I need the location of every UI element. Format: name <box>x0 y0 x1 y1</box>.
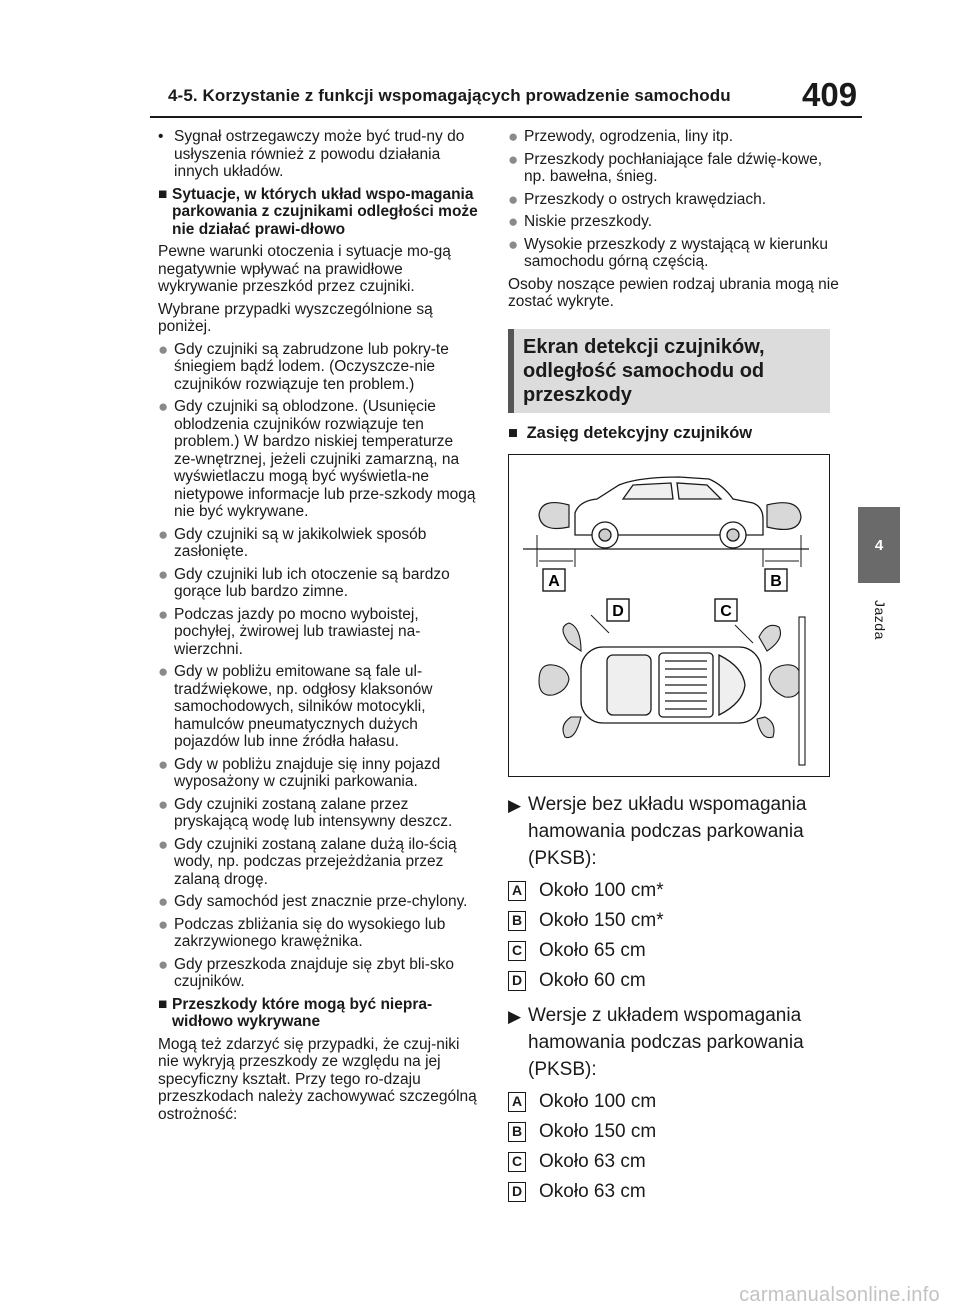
dimension-line-d <box>591 615 609 633</box>
header-rule <box>150 116 862 118</box>
distance-key: C <box>508 1152 526 1172</box>
circle-bullet-icon: ● <box>158 604 169 624</box>
distance-key: D <box>508 1182 526 1202</box>
list-item: ● Wysokie przeszkody z wystającą w kierunku samochodu górną częścią. <box>508 234 828 270</box>
circle-bullet-icon: ● <box>158 754 169 774</box>
distance-row: D Około 63 cm <box>508 1177 840 1207</box>
list-item: ● Przeszkody pochłaniające fale dźwię-kowe, np. bawełna, śnieg. <box>508 149 823 185</box>
rear-sensor-field <box>539 503 569 529</box>
label-b: B <box>770 573 782 590</box>
list-item: ● Podczas zbliżania się do wysokiego lub zakrzywionego krawężnika. <box>158 914 446 950</box>
list-item: ● Gdy czujniki są oblodzone. (Usunięcie oblodzenia czujników rozwiązuje ten problem.) W bardzo niskiej temperaturze ze-wnętrznej, jeżeli czujniki zamarzną, na wyświetlaczu mogą być wyświetla-ne nietypowe informacje lub prze-szkody mogą nie być wykrywane. <box>158 397 476 520</box>
list-item: ● Gdy czujniki lub ich otoczenie są bardzo gorące lub bardzo zimne. <box>158 564 450 600</box>
circle-bullet-icon: ● <box>158 397 169 416</box>
circle-bullet-icon: ● <box>508 234 519 254</box>
heading-misdetected-obstacles: ■ Przeszkody które mogą być niepra-widłowo wykrywane <box>158 995 433 1030</box>
distance-key: A <box>508 1092 526 1112</box>
triangle-arrow-icon: ▶ <box>508 1007 522 1026</box>
sensor-field-rear-corner-top <box>563 623 581 651</box>
distance-key: D <box>508 971 526 991</box>
list-item: ● Przeszkody o ostrych krawędziach. <box>508 189 767 209</box>
page-number: 409 <box>802 76 858 113</box>
list-item: ● Gdy czujniki są zabrudzone lub pokry-te śniegiem bądź lodem. (Oczyszcze-nie czujników rozwiązuje ten problem.) <box>158 339 449 393</box>
circle-bullet-icon: ● <box>158 892 169 911</box>
diagram-svg <box>509 455 831 778</box>
paragraph: Mogą też zdarzyć się przypadki, że czuj-niki nie wykryją przeszkody ze względu na jej specyficzny kształt. Przy tego ro-dzaju przeszkodach należy zachowywać szczególną ostrożność: <box>158 1035 477 1123</box>
sensor-field-front <box>769 665 801 697</box>
chapter-label: Jazda <box>872 600 888 640</box>
distance-key: A <box>508 881 526 901</box>
intro-bullet: • Sygnał ostrzegawczy może być trud-ny do usłyszenia również z powodu działania innych układów. <box>158 128 465 180</box>
sensor-field-front-corner-top <box>759 625 781 651</box>
list-item: ● Gdy w pobliżu emitowane są fale ul-tradźwiękowe, np. odgłosy klaksonów samochodowych, silników motocykli, hamulców pneumatycznych dużych pojazdów lub inne źródła hałasu. <box>158 662 433 750</box>
circle-bullet-icon: ● <box>508 212 519 231</box>
label-d: D <box>612 603 624 620</box>
section-title: Ekran detekcji czujników, odległość samochodu od przeszkody <box>508 329 830 413</box>
circle-bullet-icon: ● <box>158 954 169 974</box>
list-item: ● Gdy czujniki zostaną zalane przez pryskającą wodę lub intensywny deszcz. <box>158 794 453 830</box>
circle-bullet-icon: ● <box>158 662 169 681</box>
circle-bullet-icon: ● <box>158 564 169 584</box>
sub-heading-detection-range: ■ Zasięg detekcyjny czujników <box>508 423 753 442</box>
heading-sensor-conditions: ■ Sytuacje, w których układ wspo-magania parkowania z czujnikami odległości może nie działać prawi-dłowo <box>158 185 478 238</box>
list-item: ● Gdy czujniki są w jakikolwiek sposób zasłonięte. <box>158 524 427 560</box>
sensor-field-front-corner-bottom <box>757 717 774 738</box>
circle-bullet-icon: ● <box>158 339 169 359</box>
list-item: ● Przewody, ogrodzenia, liny itp. <box>508 127 734 146</box>
dimension-line-c <box>735 625 753 643</box>
label-a: A <box>548 573 560 590</box>
right-column <box>508 128 840 1207</box>
list-item: ● Gdy przeszkoda znajduje się zbyt bli-sko czujników. <box>158 954 454 990</box>
detection-range-diagram <box>508 454 830 777</box>
page-header-title: 4-5. Korzystanie z funkcji wspomagających prowadzenie samochodu <box>168 86 731 105</box>
circle-bullet-icon: ● <box>508 189 519 209</box>
triangle-arrow-icon: ▶ <box>508 796 522 815</box>
front-sensor-field <box>767 503 801 530</box>
distance-key: B <box>508 911 526 931</box>
list-item: ● Gdy w pobliżu znajduje się inny pojazd wyposażony w czujniki parkowania. <box>158 754 441 790</box>
circle-bullet-icon: ● <box>158 794 169 814</box>
list-item: ● Niskie przeszkody. <box>508 212 653 231</box>
list-item: ● Gdy czujniki zostaną zalane dużą ilo-ścią wody, np. podczas przejeżdżania przez zalaną drogę. <box>158 834 457 888</box>
distance-row: C Około 65 cm <box>508 936 840 966</box>
square-bullet-icon: ■ <box>158 995 168 1013</box>
paragraph: Osoby noszące pewien rodzaj ubrania mogą nie zostać wykryte. <box>508 275 839 310</box>
distance-row: C Około 63 cm <box>508 1147 840 1177</box>
distance-row: B Około 150 cm <box>508 1117 840 1147</box>
chapter-tab <box>858 507 900 583</box>
paragraph: Wybrane przypadki wyszczególnione są poniżej. <box>158 300 433 335</box>
distance-row: A Około 100 cm* <box>508 876 840 906</box>
chapter-number: 4 <box>874 536 884 554</box>
square-bullet-icon: ■ <box>158 185 168 203</box>
label-c: C <box>720 603 732 620</box>
circle-bullet-icon: ● <box>158 834 169 854</box>
car-top-icon <box>581 647 761 723</box>
square-bullet-icon: ■ <box>508 423 518 442</box>
version-with-pksb: ▶ Wersje z układem wspomagania hamowania podczas parkowania (PKSB): <box>508 1005 804 1080</box>
distance-key: C <box>508 941 526 961</box>
distance-row: A Około 100 cm <box>508 1087 840 1117</box>
distance-key: B <box>508 1122 526 1142</box>
paragraph: Pewne warunki otoczenia i sytuacje mo-gą negatywnie wpływać na prawidłowe wykrywanie przeszkód przez czujniki. <box>158 243 451 295</box>
obstacle-wall <box>799 617 805 765</box>
watermark: carmanualsonline.info <box>739 1284 940 1306</box>
version-without-pksb: ▶ Wersje bez układu wspomagania hamowania podczas parkowania (PKSB): <box>508 794 807 869</box>
distance-row: B Około 150 cm* <box>508 906 840 936</box>
bullet-small-icon: • <box>158 128 164 145</box>
circle-bullet-icon: ● <box>158 914 169 934</box>
circle-bullet-icon: ● <box>158 524 169 544</box>
sensor-field-rear <box>539 665 569 695</box>
list-item: ● Gdy samochód jest znacznie prze-chylony. <box>158 892 468 911</box>
distance-row: D Około 60 cm <box>508 966 840 996</box>
circle-bullet-icon: ● <box>508 149 519 169</box>
car-side-icon <box>575 477 763 548</box>
left-column <box>158 128 478 1128</box>
circle-bullet-icon: ● <box>508 127 519 146</box>
sensor-field-rear-corner-bottom <box>563 717 581 738</box>
list-item: ● Podczas jazdy po mocno wyboistej, pochyłej, żwirowej lub trawiastej na-wierzchni. <box>158 604 421 658</box>
